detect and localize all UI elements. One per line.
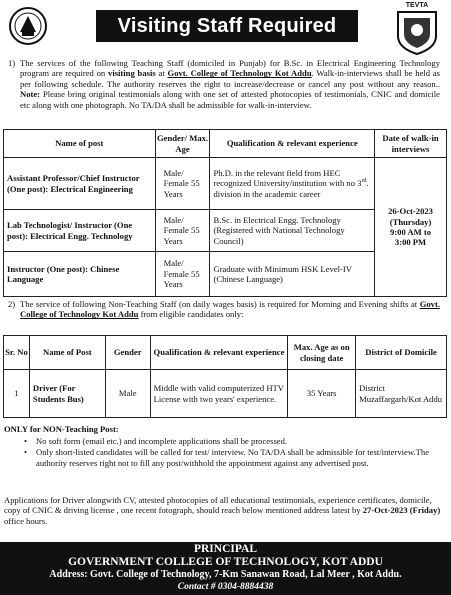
column-header: Qualification & relevant experience — [210, 130, 375, 158]
deadline: 27-Oct-2023 (Friday) — [362, 505, 441, 516]
table-row — [4, 370, 447, 418]
qualification: Middle with valid computerized HTV License with two years' experience. — [150, 370, 288, 418]
section-number: 2) — [8, 299, 16, 309]
interview-date — [375, 158, 447, 297]
table-header-row — [4, 130, 447, 158]
time-line: 3:00 PM — [394, 237, 427, 248]
college-name: Govt. College of Technology Kot Addu — [167, 68, 312, 79]
post-name: Instructor (One post): Chinese Language — [4, 252, 156, 297]
schedule-text: . Walk-in-interviews shall be held as per following schedule. The authority reserves the right to increase/decrease or cancel any post without any reason.. — [20, 68, 441, 89]
list-item: • No soft form (email etc.) and incomplete applications shall be processed. — [36, 436, 440, 446]
non-teaching-posts-table — [3, 335, 447, 418]
page-title: Visiting Staff Required — [96, 10, 358, 42]
column-header: Qualification & relevant experience — [150, 336, 288, 370]
intro-text: The service of following Non-Teaching Staff (on daily wages basis) is required for Morning and Evening shifts at — [20, 299, 420, 309]
section-non-teaching-staff — [8, 299, 440, 320]
header — [0, 0, 451, 58]
section-text — [8, 58, 440, 110]
visiting-basis: visiting basis — [108, 68, 156, 79]
punjab-emblem-icon — [8, 6, 48, 46]
table-header-row — [4, 336, 447, 370]
list-item: • Only short-listed candidates will be called for test/ interview. No TA/DA shall be admissible for test/interview.The authority reserves right not to fill any post/withhold the appointment against any advertised post. — [36, 447, 440, 468]
qualification: Ph.D. in the relevant field from HEC recognized University/institution with no 3rd. division in the academic career — [210, 158, 375, 210]
non-teaching-heading: ONLY for NON-Teaching Post: — [4, 424, 119, 434]
post-name: Assistant Professor/Chief Instructor (One post): Electrical Engineering — [4, 158, 156, 210]
column-header: Max. Age as on closing date — [288, 336, 356, 370]
footer-contact: Contact # 0304-8884438 — [177, 582, 274, 592]
post-name: Driver (For Students Bus) — [29, 370, 105, 418]
column-header: Sr. No — [4, 336, 30, 370]
column-header: Gender — [105, 336, 150, 370]
college-name: Govt. College of Technology Kot Addu — [20, 299, 440, 320]
teaching-posts-table — [3, 129, 447, 297]
section-text — [8, 299, 440, 320]
column-header: District of Domicile — [356, 336, 447, 370]
at-text: at — [155, 68, 168, 79]
note-label: Note: — [20, 89, 41, 100]
gender: Male — [105, 370, 150, 418]
tevta-logo-text: TEVTA — [405, 2, 429, 9]
column-header: Name of Post — [29, 336, 105, 370]
gender-age: Male/ Female 55 Years — [155, 252, 210, 297]
date-line: 26-Oct-2023 — [388, 206, 433, 217]
qualification: B.Sc. in Electrical Engg. Technology (Registered with National Technology Council) — [210, 210, 375, 252]
section-teaching-staff — [8, 58, 440, 110]
apply-text: Applications for Driver alongwith CV, attested photocopies of all educational testimonials, experience certificates, domicile, copy of CNIC & driving license , one recent fotograph, should reach below mentioned address latest by — [4, 495, 432, 516]
application-instructions — [4, 495, 444, 526]
intro-text: The services of the following Teaching Staff (domiciled in Punjab) for B.Sc. in Electrical Engineering Technology program are required on — [20, 58, 440, 79]
footer-address: Address: Govt. College of Technology, 7-Km Sanawan Road, Lal Meer , Kot Addu. — [49, 569, 402, 580]
time-line: 9:00 AM to — [390, 227, 432, 237]
column-header: Name of post — [4, 130, 156, 158]
day-line: (Thursday) — [389, 216, 432, 227]
column-header: Date of walk-in interviews — [375, 130, 447, 158]
section-number: 1) — [8, 58, 16, 68]
footer — [0, 542, 451, 595]
serial-number: 1 — [4, 370, 30, 418]
table-row — [4, 158, 447, 210]
column-header: Gender/ Max. Age — [155, 130, 210, 158]
non-teaching-bullets — [36, 436, 440, 469]
eligibility-text: from eligible candidates only: — [138, 309, 244, 320]
qualification: Graduate with Minimum HSK Level-IV (Chinese Language) — [210, 252, 375, 297]
footer-college: GOVERNMENT COLLEGE OF TECHNOLOGY, KOT ADDU — [68, 556, 383, 568]
office-hours-text: office hours. — [4, 515, 48, 526]
gender-age: Male/ Female 55 Years — [155, 158, 210, 210]
gender-age: Male/ Female 55 Years — [155, 210, 210, 252]
note-text: Please bring original testimonials along with one set of attested photocopies of testimonials, CNIC and domicile etc along with one photograph. No TA/DA shall be admissible for walk-in-interview. — [20, 89, 440, 110]
district: District Muzaffargarh/Kot Addu — [356, 370, 447, 418]
max-age: 35 Years — [288, 370, 356, 418]
footer-principal: PRINCIPAL — [193, 543, 258, 555]
post-name: Lab Technologist/ Instructor (One post): Electrical Engg. Technology — [4, 210, 156, 252]
